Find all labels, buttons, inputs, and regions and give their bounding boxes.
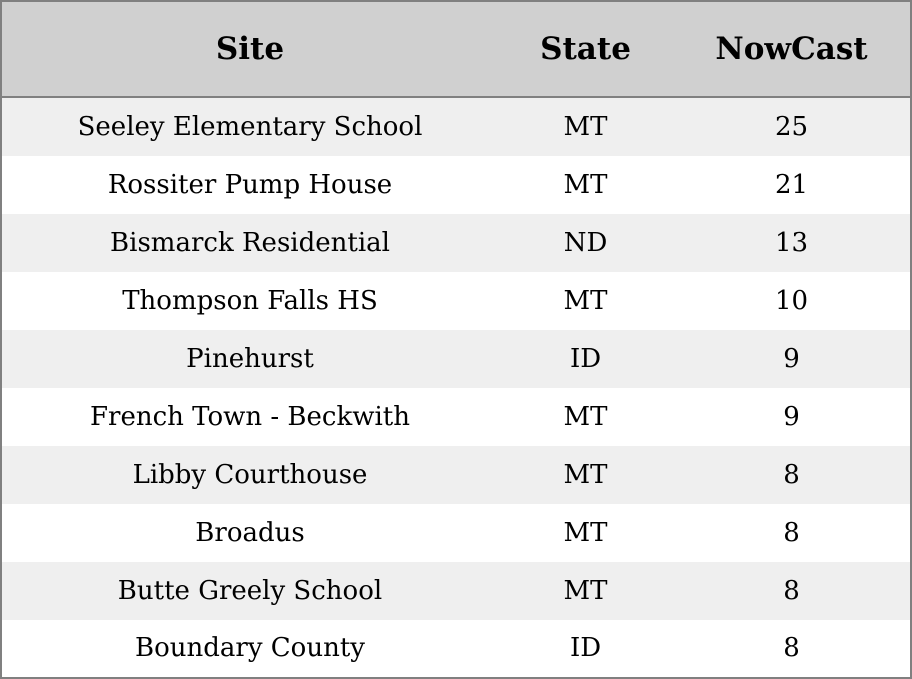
- cell-nowcast: 8: [673, 504, 910, 562]
- table-row: [2, 214, 910, 272]
- cell-state: ID: [498, 620, 673, 676]
- cell-state: MT: [498, 446, 673, 504]
- cell-nowcast: 8: [673, 446, 910, 504]
- cell-state: MT: [498, 504, 673, 562]
- cell-site: Butte Greely School: [2, 562, 498, 620]
- cell-nowcast: 9: [673, 330, 910, 388]
- cell-nowcast: 21: [673, 156, 910, 214]
- table-body: [2, 97, 910, 676]
- cell-state: MT: [498, 272, 673, 330]
- cell-state: MT: [498, 156, 673, 214]
- cell-nowcast: 10: [673, 272, 910, 330]
- cell-nowcast: 13: [673, 214, 910, 272]
- column-header-state[interactable]: State: [498, 2, 673, 97]
- cell-state: ID: [498, 330, 673, 388]
- cell-nowcast: 8: [673, 562, 910, 620]
- table-row: [2, 620, 910, 676]
- cell-state: ND: [498, 214, 673, 272]
- table-row: [2, 562, 910, 620]
- table-row: [2, 388, 910, 446]
- table-row: [2, 330, 910, 388]
- table-row: [2, 504, 910, 562]
- cell-nowcast: 8: [673, 620, 910, 676]
- cell-nowcast: 9: [673, 388, 910, 446]
- cell-site: Boundary County: [2, 620, 498, 676]
- cell-state: MT: [498, 97, 673, 156]
- table-row: [2, 272, 910, 330]
- table-header-row: [2, 2, 910, 97]
- table-row: [2, 446, 910, 504]
- cell-site: French Town - Beckwith: [2, 388, 498, 446]
- cell-state: MT: [498, 388, 673, 446]
- column-header-nowcast[interactable]: NowCast: [673, 2, 910, 97]
- cell-site: Libby Courthouse: [2, 446, 498, 504]
- cell-nowcast: 25: [673, 97, 910, 156]
- cell-site: Seeley Elementary School: [2, 97, 498, 156]
- nowcast-table: [2, 2, 910, 676]
- cell-site: Thompson Falls HS: [2, 272, 498, 330]
- column-header-site[interactable]: Site: [2, 2, 498, 97]
- cell-state: MT: [498, 562, 673, 620]
- table-row: [2, 156, 910, 214]
- cell-site: Broadus: [2, 504, 498, 562]
- table-row: [2, 97, 910, 156]
- cell-site: Rossiter Pump House: [2, 156, 498, 214]
- cell-site: Pinehurst: [2, 330, 498, 388]
- cell-site: Bismarck Residential: [2, 214, 498, 272]
